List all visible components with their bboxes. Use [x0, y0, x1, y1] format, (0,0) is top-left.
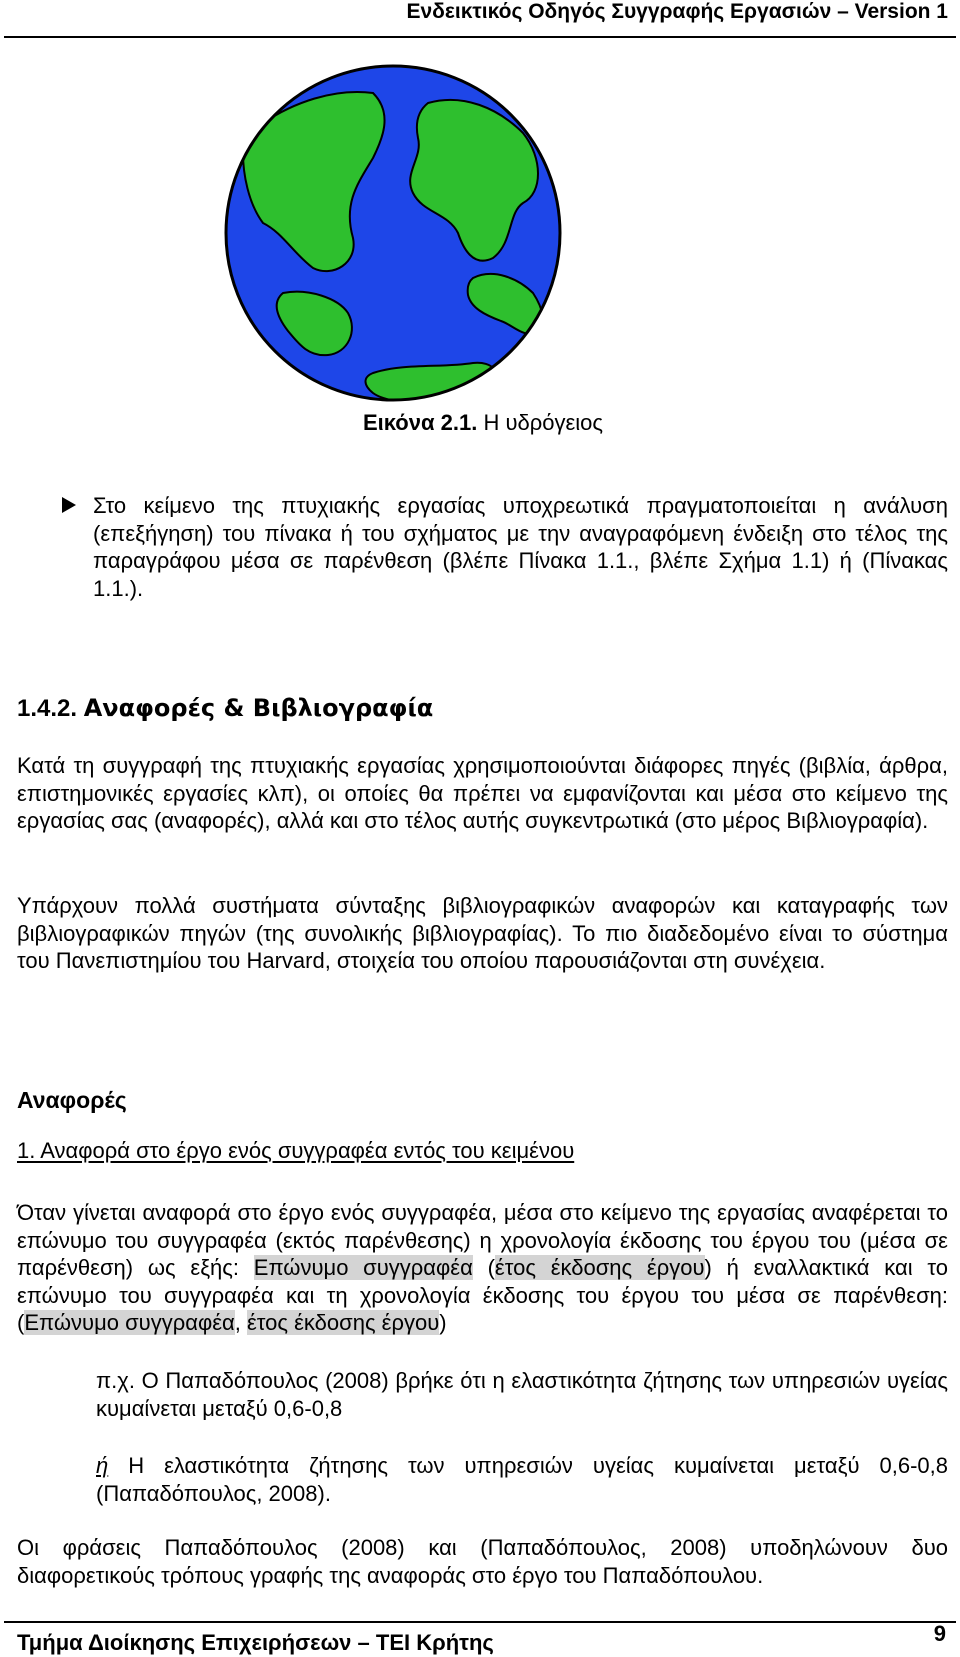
highlight-author-2: Επώνυμο συγγραφέα: [24, 1310, 235, 1335]
or-word: ή: [96, 1453, 109, 1478]
bullet-text: Στο κείμενο της πτυχιακής εργασίας υποχρεωτικά πραγματοποιείται η ανάλυση (επεξήγηση) του πίνακα ή του σχήματος με την αναγραφόμενη ένδειξη στο τέλος της παραγράφου μέσα σε παρένθεση (βλέπε Πίνακα 1.1., βλέπε Σχήμα 1.1) ή (Πίνακας 1.1.).: [93, 493, 948, 601]
intro-text-5: ): [439, 1310, 447, 1335]
references-subheading: 1. Αναφορά στο έργο ενός συγγραφέα εντός του κειμένου: [17, 1138, 575, 1163]
intro-text-3: ) ή εναλλακτικά και το επώνυμο του συγγραφέα και τη χρονολογία έκδοσης του έργου του μέσα σε παρένθεση: (: [17, 1255, 948, 1335]
footer-text: Τμήμα Διοίκησης Επιχειρήσεων – ΤΕΙ Κρήτης: [17, 1630, 494, 1655]
caption-label: Εικόνα 2.1.: [362, 410, 478, 435]
intro-text: Όταν γίνεται αναφορά στο έργο ενός συγγραφέα, μέσα στο κείμενο της εργασίας αναφέρεται το επώνυμο του συγγραφέα (εκτός παρένθεσης) η χρονολογία έκδοσης του έργου του (μέσα σε παρένθεση) ως εξής:: [17, 1200, 948, 1280]
example-2-block: [96, 1452, 948, 1507]
references-intro-block: [17, 1199, 948, 1337]
highlight-author-1: Επώνυμο συγγραφέα: [253, 1255, 473, 1280]
example-1-block: [96, 1367, 948, 1422]
section-heading: [17, 693, 433, 724]
bullet-item: [93, 492, 948, 602]
section-paragraph-2-block: [17, 892, 948, 975]
figure-caption: [0, 408, 960, 438]
section-paragraph-1-block: [17, 752, 948, 835]
caption-text: Η υδρόγειος: [483, 410, 604, 435]
section-title: Αναφορές & Βιβλιογραφία: [83, 694, 434, 722]
closing-paragraph: Οι φράσεις Παπαδόπουλος (2008) και (Παπαδόπουλος, 2008) υποδηλώνουν δυο διαφορετικούς τρόπους γραφής της αναφοράς στο έργο του Παπαδόπουλου.: [17, 1535, 948, 1588]
intro-text-4: ,: [234, 1310, 247, 1335]
section-paragraph-1: Κατά τη συγγραφή της πτυχιακής εργασίας χρησιμοποιούνται διάφορες πηγές (βιβλία, άρθρα, επιστημονικές εργασίες κλπ), οι οποίες θα πρέπει να εμφανίζονται και μέσα στο κείμενο της εργασίας σας (αναφορές), αλλά και στο τέλος αυτής συγκεντρωτικά (στο μέρος Βιβλιογραφία).: [17, 753, 948, 833]
header-rule: [4, 36, 956, 38]
intro-text-2: (: [472, 1255, 495, 1280]
example-2: [96, 1452, 948, 1507]
running-header: Ενδεικτικός Οδηγός Συγγραφής Εργασιών – Version 1: [406, 0, 948, 23]
references-heading: Αναφορές: [17, 1087, 127, 1113]
example-2-text: Η ελαστικότητα ζήτησης των υπηρεσιών υγείας κυμαίνεται μεταξύ 0,6-0,8 (Παπαδόπουλος, 2008).: [96, 1453, 948, 1506]
page-number: 9: [933, 1621, 946, 1646]
section-paragraph-2: Υπάρχουν πολλά συστήματα σύνταξης βιβλιογραφικών αναφορών και καταγραφής των βιβλιογραφικών πηγών (της συνολικής βιβλιογραφίας). Το πιο διαδεδομένο είναι το σύστημα του Πανεπιστημίου του Harvard, στοιχεία του οποίου παρουσιάζονται στη συνέχεια.: [17, 893, 948, 973]
bullet-triangle-icon: [62, 497, 76, 513]
section-number: 1.4.2.: [17, 695, 78, 722]
globe-image: [223, 63, 563, 403]
references-intro: [17, 1199, 948, 1337]
closing-paragraph-block: [17, 1534, 948, 1589]
footer-rule: [4, 1621, 956, 1623]
example-1: π.χ. Ο Παπαδόπουλος (2008) βρήκε ότι η ελαστικότητα ζήτησης των υπηρεσιών υγείας κυμαίνεται μεταξύ 0,6-0,8: [96, 1368, 948, 1421]
globe-figure: [223, 63, 563, 403]
highlight-year-1: έτος έκδοσης έργου: [494, 1255, 705, 1280]
highlight-year-2: έτος έκδοσης έργου: [246, 1310, 440, 1335]
